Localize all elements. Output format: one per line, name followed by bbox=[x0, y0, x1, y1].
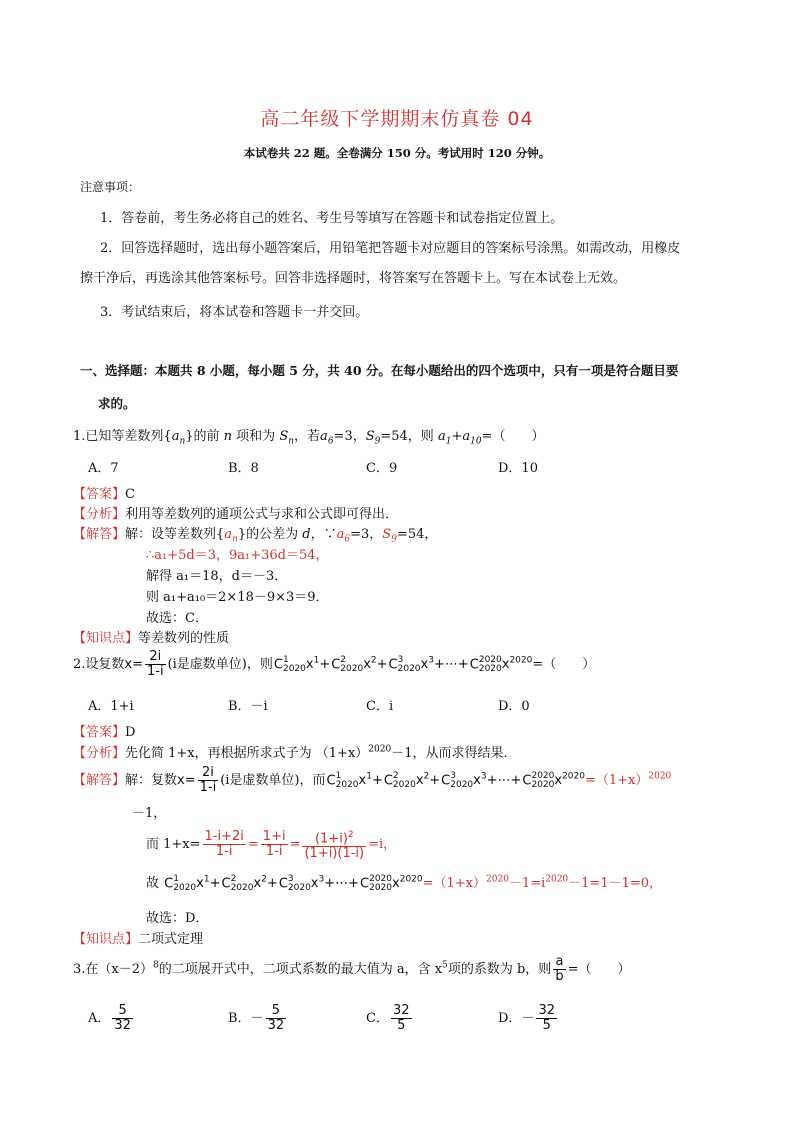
q1-option-c: C．9 bbox=[366, 461, 398, 476]
q2-solution-2: 而 1+x= $\frac{1-i+2i}{1-i}$ = $\frac{1+i}{1-i}$ = $\frac{(1+i)^2}{(1+i)(1-i)}$ =i， bbox=[146, 829, 397, 862]
q2-stem: 2.设复数x= $\frac{2i}{1-i}$ (i是虚数单位)，则C 1 2020 $x^1+C$ 2 2020 $x^2+C$ 3 2020 $x^3+\cdots+C$ 2020 2020 $x^{2020}=$（ ） bbox=[73, 649, 596, 679]
q2-solution-3: 故 C 1 2020 $x^1+C$ 2 2020 $x^2+C$ 3 2020 $x^3+\cdots+C$ 2020 2020 $x^{2020}=(1+x)^{2020}-1=i^{2020}-1=1-1=0$， bbox=[146, 873, 663, 893]
q1-knowledge: 【知识点】等差数列的性质 bbox=[73, 631, 230, 646]
notice-item-2: 2．回答选择题时，选出每小题答案后，用铅笔把答题卡对应题目的答案标号涂黑。如需改动，用橡皮 bbox=[100, 241, 681, 256]
q1-option-b: B．8 bbox=[228, 461, 259, 476]
section-heading-cont: 求的。 bbox=[98, 396, 136, 411]
q3-option-a: A． $\frac{5}{32}$ bbox=[88, 1003, 131, 1033]
q1-analysis: 【分析】利用等差数列的通项公式与求和公式即可得出． bbox=[73, 507, 399, 522]
q2-solution-4: 故选：D． bbox=[146, 911, 209, 926]
q1-stem: 1.已知等差数列$\{a_n\}$的前 n 项和为 $S_n$，若$a_6=3$，$S_9=54$，则 $a_1+a_{10}=$（ ） bbox=[73, 429, 545, 447]
q2-solution-1: 【解答】解：复数x= $\frac{2i}{1-i}$ (i是虚数单位)，而C 1 2020 $x^1+C$ 2 2020 $x^2+C$ 3 2020 $x^3+\cdots+C$ 2020 2020 $x^{2020}=(1+x)^{2020}$ bbox=[73, 765, 672, 795]
q2-analysis: 【分析】先化简 1+x，再根据所求式子为 $(1+x)^{2020}-1$，从而求得结果． bbox=[73, 744, 517, 761]
q1-option-d: D．10 bbox=[498, 461, 538, 476]
q1-solution-4: 则 a₁+a₁₀＝2×18－9×3＝9． bbox=[146, 590, 329, 605]
notice-item-2-cont: 擦干净后，再选涂其他答案标号。回答非选择题时，将答案写在答题卡上。写在本试卷上无效。 bbox=[80, 271, 627, 286]
q1-solution-3: 解得 a₁＝18，d＝－3． bbox=[146, 569, 288, 584]
q1-solution-2: ∴a₁+5d＝3，9a₁+36d＝54， bbox=[146, 548, 329, 563]
notice-item-3: 3．考试结束后，将本试卷和答题卡一并交回。 bbox=[100, 305, 369, 320]
section-heading: 一、选择题：本题共 8 小题，每小题 5 分，共 40 分。在每小题给出的四个选项中，只有一项是符合题目要 bbox=[80, 363, 679, 378]
notice-item-1: 1．答卷前，考生务必将自己的姓名、考生号等填写在答题卡和试卷指定位置上。 bbox=[100, 211, 564, 226]
q3-stem: 3.在$(x-2)^8$的二项展开式中，二项式系数的最大值为 a，含 $x^5$项的系数为 b，则 $\frac{a}{b}$ =（ ） bbox=[73, 954, 631, 984]
page-title: 高二年级下学期期末仿真卷 04 bbox=[260, 108, 534, 130]
q1-option-a: A．7 bbox=[88, 461, 119, 476]
q2-answer: 【答案】D bbox=[73, 725, 136, 740]
q3-option-c: C． $\frac{32}{5}$ bbox=[366, 1003, 410, 1033]
q1-answer: 【答案】C bbox=[73, 487, 135, 502]
q2-option-d: D．0 bbox=[498, 699, 530, 714]
notice-heading: 注意事项： bbox=[80, 180, 141, 194]
q1-solution-5: 故选：C． bbox=[146, 611, 208, 626]
q3-option-d: D．－ $\frac{32}{5}$ bbox=[498, 1003, 555, 1033]
q1-solution-1: 【解答】解：设等差数列$\{a_n\}$的公差为 d，$\because a_6=3$，$S_9=54$， bbox=[73, 527, 438, 545]
q2-option-a: A．1+i bbox=[88, 699, 134, 714]
exam-subtitle: 本试卷共 22 题。全卷满分 150 分。考试用时 120 分钟。 bbox=[243, 146, 551, 160]
q2-solution-1-cont: －1， bbox=[132, 806, 167, 821]
q2-option-b: B．－i bbox=[228, 699, 268, 714]
q2-option-c: C．i bbox=[366, 699, 394, 714]
q2-knowledge: 【知识点】二项式定理 bbox=[73, 932, 204, 947]
q3-option-b: B．－ $\frac{5}{32}$ bbox=[228, 1003, 285, 1033]
